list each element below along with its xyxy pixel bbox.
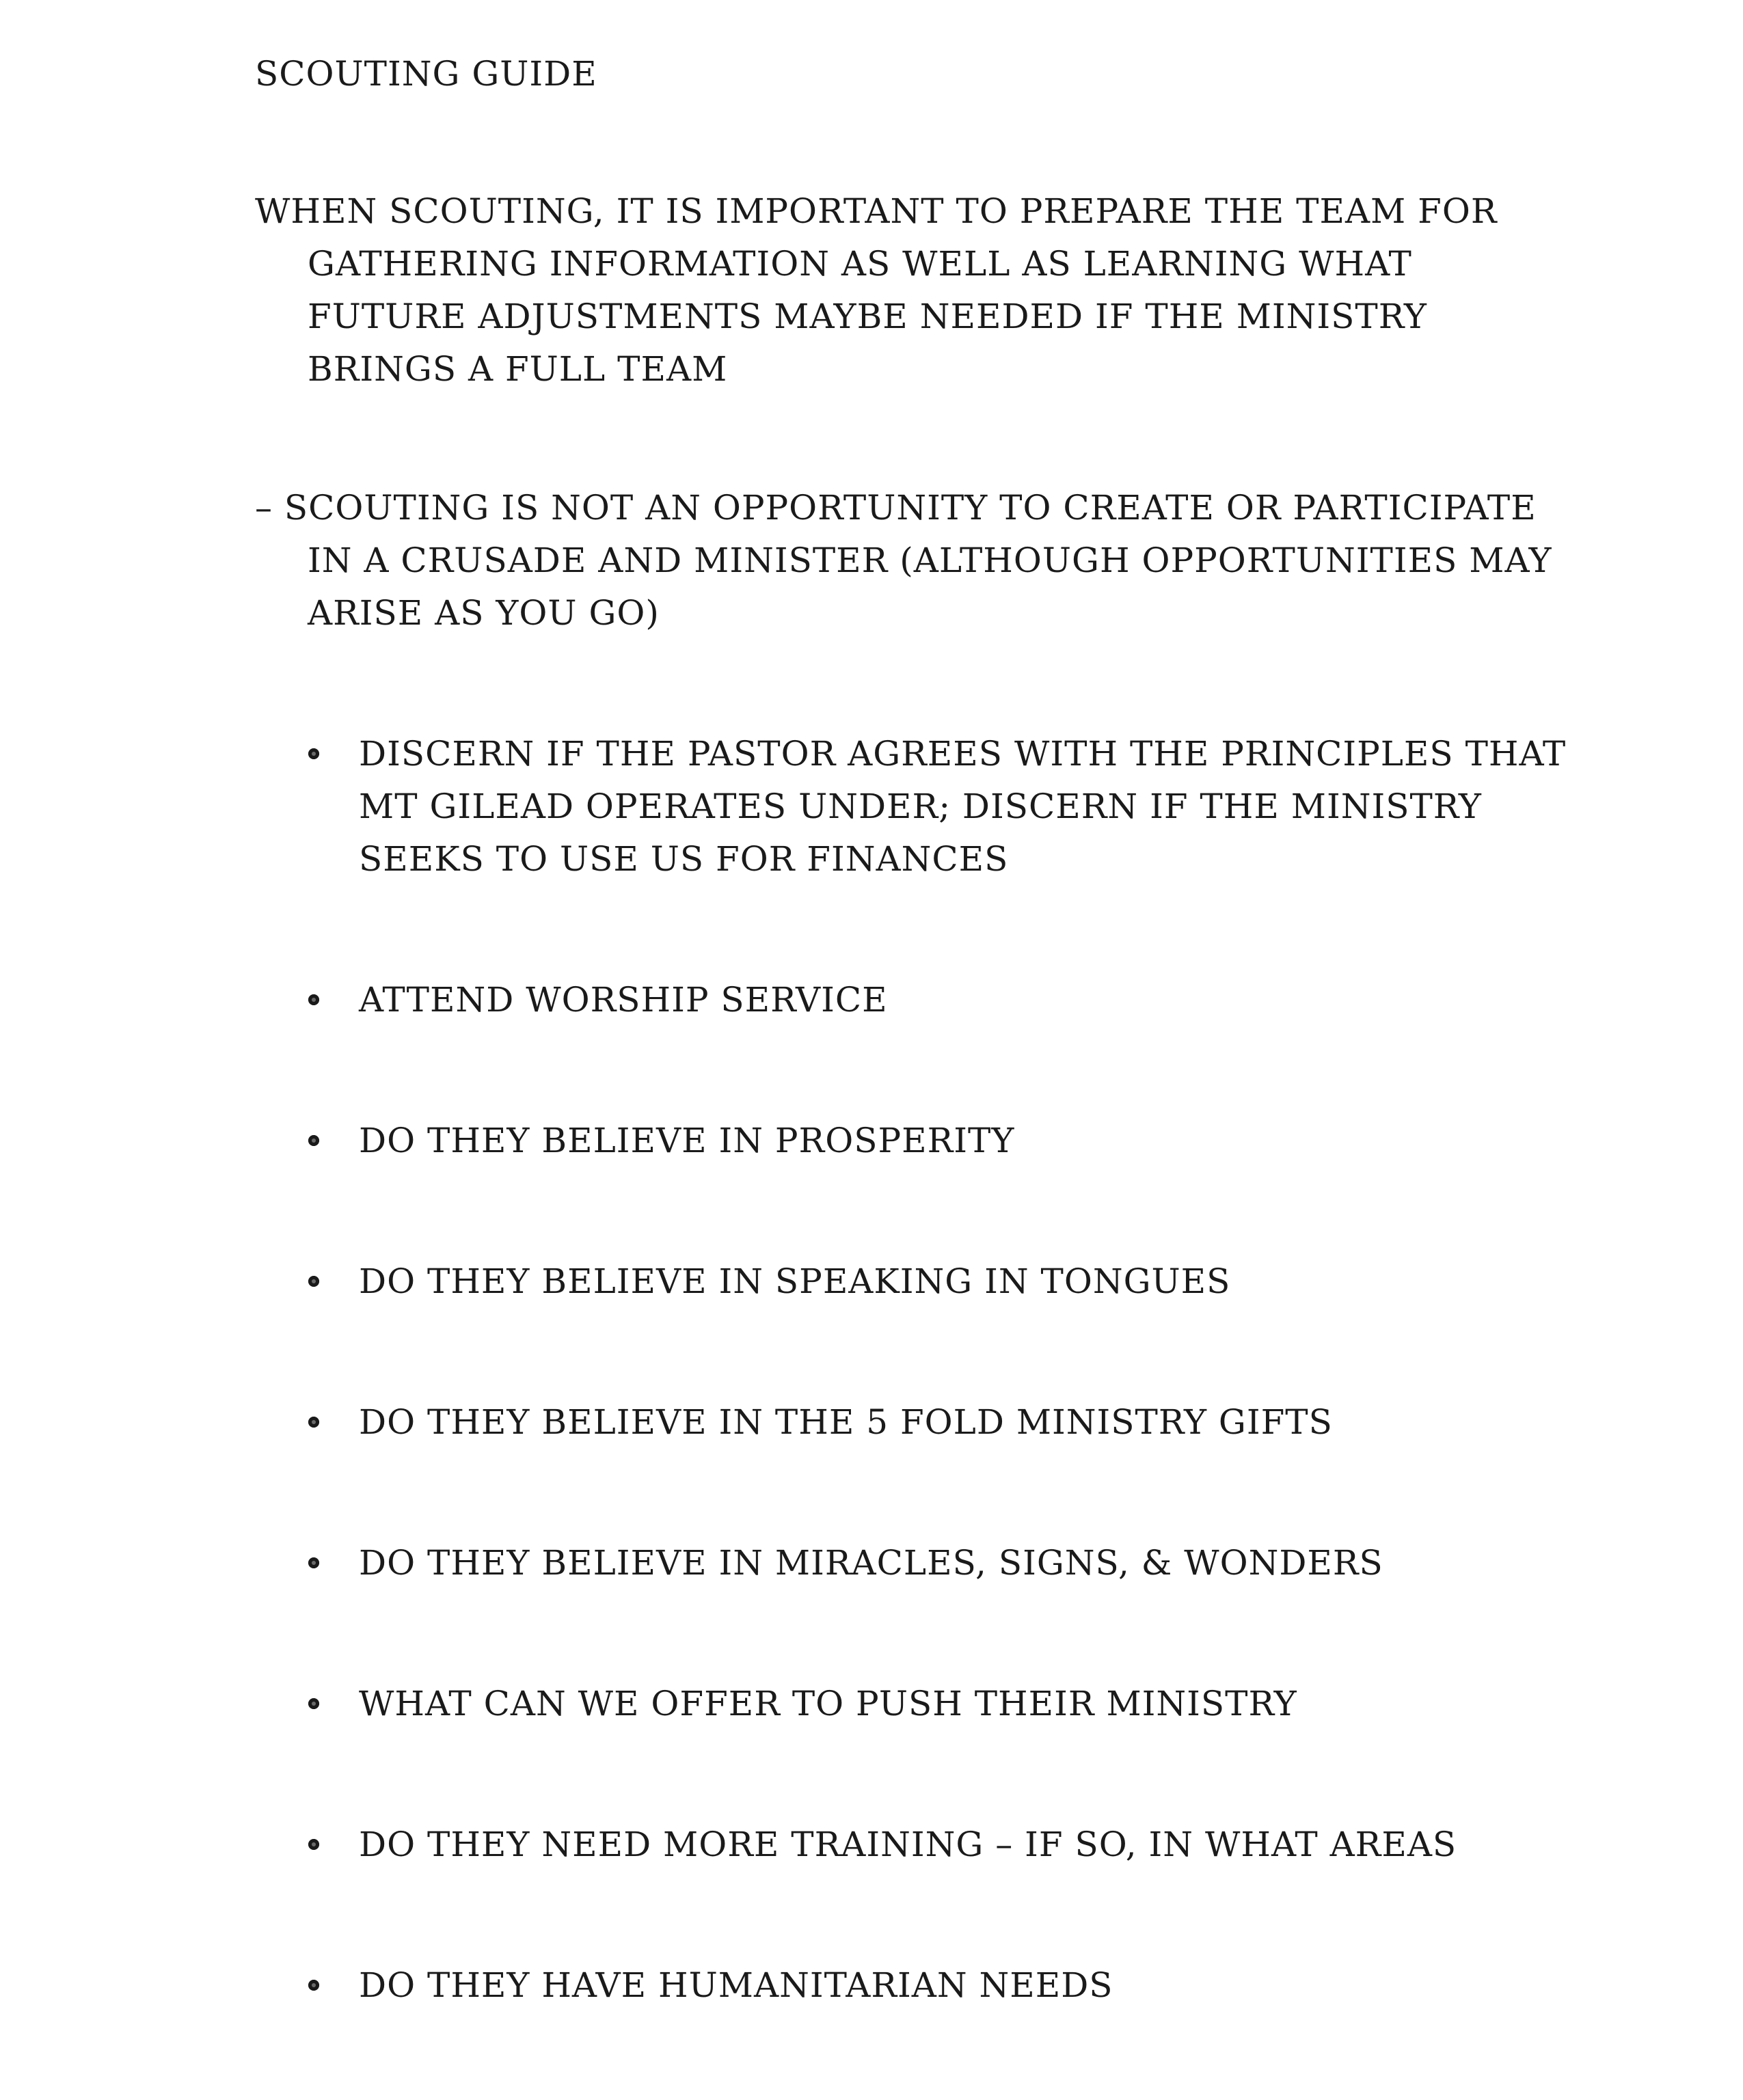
list-item-text: SEEKS TO USE US FOR FINANCES <box>359 839 1009 879</box>
list-item-text: DISCERN IF THE PASTOR AGREES WITH THE PRINCIPLES THAT <box>359 734 1567 774</box>
intro-line: FUTURE ADJUSTMENTS MAYBE NEEDED IF THE MINISTRY <box>308 297 1427 336</box>
list-item-text: DO THEY BELIEVE IN PROSPERITY <box>359 1121 1015 1160</box>
list-item-text: DO THEY HAVE HUMANITARIAN NEEDS <box>359 1965 1113 2005</box>
list-item-text: DO THEY BELIEVE IN MIRACLES, SIGNS, & WONDERS <box>359 1543 1383 1583</box>
note-line: – SCOUTING IS NOT AN OPPORTUNITY TO CREATE OR PARTICIPATE <box>255 488 1537 528</box>
bullet-icon <box>308 1417 319 1428</box>
bullet-icon <box>308 1698 319 1709</box>
document-title: SCOUTING GUIDE <box>255 54 597 94</box>
bullet-icon <box>308 1980 319 1991</box>
list-item <box>306 974 1604 1026</box>
list-item-text: DO THEY BELIEVE IN THE 5 FOLD MINISTRY GIFTS <box>359 1402 1333 1442</box>
intro-line: GATHERING INFORMATION AS WELL AS LEARNING WHAT <box>308 244 1412 284</box>
intro-paragraph <box>255 185 1554 396</box>
list-item <box>306 1678 1604 1730</box>
bullet-icon <box>308 1276 319 1287</box>
list-item <box>306 1537 1604 1590</box>
scouting-checklist <box>306 728 1604 2100</box>
bullet-icon <box>308 994 319 1005</box>
list-item-text: ATTEND WORSHIP SERVICE <box>359 980 888 1020</box>
note-line: ARISE AS YOU GO) <box>308 593 660 633</box>
bullet-icon <box>308 1135 319 1146</box>
list-item <box>306 1959 1604 2012</box>
list-item <box>306 1255 1604 1308</box>
bullet-icon <box>308 1557 319 1568</box>
list-item-text: MT GILEAD OPERATES UNDER; DISCERN IF THE MINISTRY <box>359 787 1482 826</box>
intro-line: BRINGS A FULL TEAM <box>308 349 728 389</box>
list-item <box>306 1818 1604 1871</box>
note-line: IN A CRUSADE AND MINISTER (ALTHOUGH OPPORTUNITIES MAY <box>308 541 1552 580</box>
list-item <box>306 728 1604 886</box>
list-item-text: WHAT CAN WE OFFER TO PUSH THEIR MINISTRY <box>359 1684 1297 1723</box>
list-item <box>306 1115 1604 1167</box>
list-item-text: DO THEY BELIEVE IN SPEAKING IN TONGUES <box>359 1262 1231 1301</box>
list-item-text: DO THEY NEED MORE TRAINING – IF SO, IN WHAT AREAS <box>359 1825 1457 1864</box>
intro-line: WHEN SCOUTING, IT IS IMPORTANT TO PREPARE THE TEAM FOR <box>255 191 1498 231</box>
scouting-note-paragraph <box>255 482 1554 640</box>
bullet-icon <box>308 1839 319 1850</box>
list-item <box>306 1396 1604 1449</box>
bullet-icon <box>308 748 319 759</box>
